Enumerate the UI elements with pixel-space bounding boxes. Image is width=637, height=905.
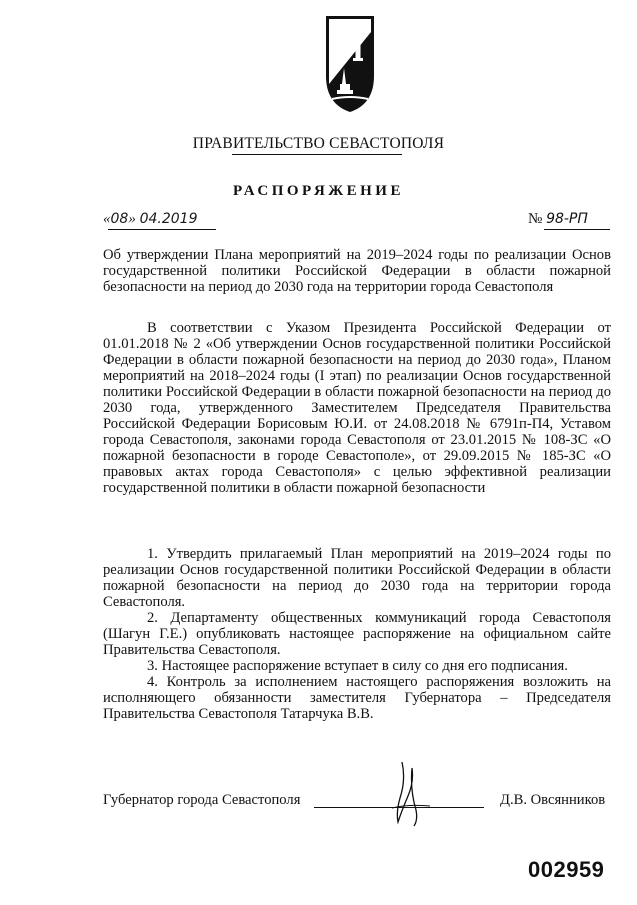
preamble: В соответствии с Указом Президента Российской Федерации от 01.01.2018 № 2 «Об утверждении Основ государственной политики Российской Федерации в области пожарной безопасности на период до 2030 года», Планом мероприятий на 2018–2024 годы (I этап) по реализации Основ государственной политики Российской Федерации в области пожарной безопасности на период до 2030 года, утвержденного Заместителем Председателя Правительства Российской Федерации Борисовым Ю.И. от 24.08.2018 № 6791п-П4, Уставом города Севастополя, законами города Севастополя от 23.01.2015 № 108-ЗС «О пожарной безопасности в городе Севастополе», от 29.09.2015 № 185-ЗС «О правовых актах города Севастополя» с целью эффективной реализации государственной политики в области пожарной безопасности xyxy=(103,320,611,496)
signatory-name: Д.В. Овсянников xyxy=(500,792,606,808)
order-item: 3. Настоящее распоряжение вступает в силу со дня его подписания. xyxy=(147,658,568,674)
organization-underline xyxy=(232,154,402,155)
number-underline xyxy=(544,229,610,230)
date-open-quote: « xyxy=(103,211,111,227)
document-title: Об утверждении Плана мероприятий на 2019–2024 годы по реализации Основ государственной политики Российской Федерации в области пожарной безопасности на период до 2030 года на территории города Севастополя xyxy=(103,247,611,295)
number-value: 98-РП xyxy=(546,211,588,227)
date-underline xyxy=(108,229,216,230)
document-number xyxy=(528,211,588,228)
sevastopol-coat-of-arms-icon xyxy=(322,14,378,114)
date-day: 08 xyxy=(110,211,129,227)
serial-number: 002959 xyxy=(528,857,605,882)
signatory-position: Губернатор города Севастополя xyxy=(103,792,301,808)
order-items xyxy=(103,546,611,722)
date-rest: 04.2019 xyxy=(139,211,198,227)
handwritten-signature-icon xyxy=(372,760,452,830)
order-item: 2. Департаменту общественных коммуникаций города Севастополя (Шагун Г.Е.) опубликовать настоящее распоряжение на официальном сайте Правительства Севастополя. xyxy=(103,610,611,658)
document-date xyxy=(103,211,197,228)
date-close-quote: » xyxy=(128,211,136,227)
order-item: 1. Утвердить прилагаемый План мероприятий на 2019–2024 годы по реализации Основ государственной политики Российской Федерации в области пожарной безопасности на период до 2030 года на территории города Севастополя. xyxy=(103,546,611,610)
organization-name: ПРАВИТЕЛЬСТВО СЕВАСТОПОЛЯ xyxy=(192,135,445,152)
number-prefix: № xyxy=(528,211,543,227)
document-type-title: РАСПОРЯЖЕНИЕ xyxy=(233,183,404,199)
order-item: 4. Контроль за исполнением настоящего распоряжения возложить на исполняющего обязанности заместителя Губернатора – Председателя Правительства Севастополя Татарчука В.В. xyxy=(103,674,611,722)
